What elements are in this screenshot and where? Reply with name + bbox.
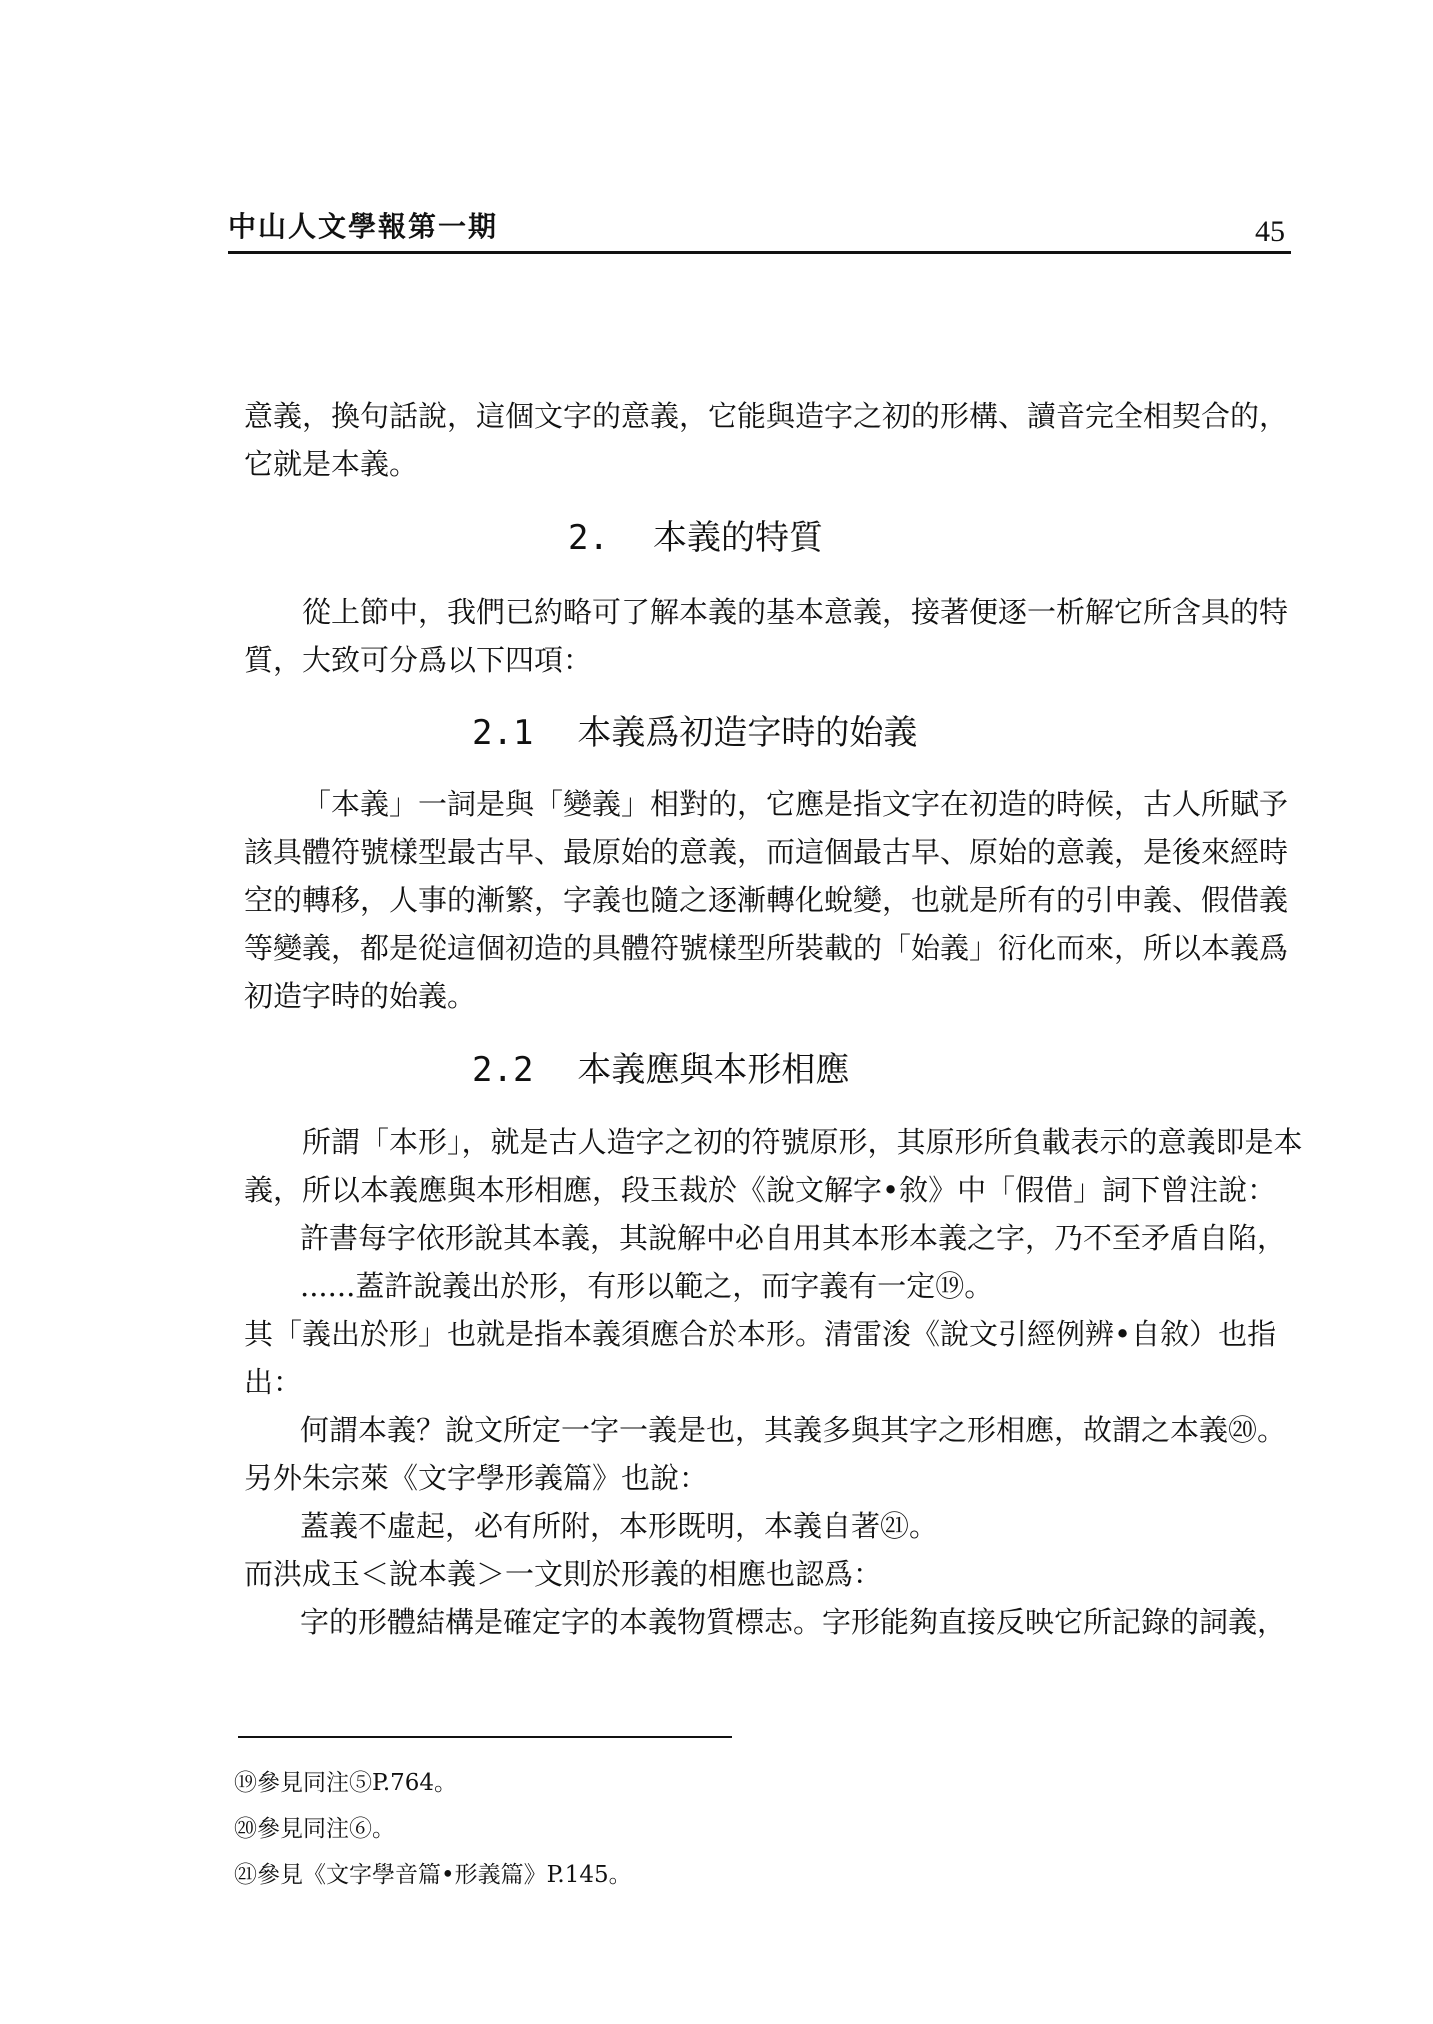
section-2-2-number: 2.2	[472, 1050, 534, 1090]
section-2-1-heading	[472, 705, 917, 754]
footnote-21: ㉑參見《文字學音篇•形義篇》P.145。	[234, 1862, 632, 1888]
quote-1-line-1: 許書每字依形說其本義，其說解中必自用其本形本義之字，乃不至矛盾自陷，	[300, 1221, 1287, 1255]
section-2-1-title: 本義爲初造字時的始義	[577, 713, 918, 753]
footnote-19: ⑲參見同注⑤P.764。	[234, 1770, 458, 1796]
paragraph-3: 其「義出於形」也就是指本義須應合於本形。清雷浚《說文引經例辨•自敘）也指出：	[244, 1317, 1277, 1399]
section-2-2-heading	[472, 1042, 849, 1091]
quote-2: 何謂本義？說文所定一字一義是也，其義多與其字之形相應，故謂之本義⑳。	[300, 1413, 1287, 1447]
section-2-heading	[568, 510, 823, 559]
footnotes	[234, 1760, 632, 1898]
section-2-2-text: 所謂「本形」，就是古人造字之初的符號原形，其原形所負載表示的意義即是本義，所以本義應與本形相應，段玉裁於《說文解字•敘》中「假借」詞下曾注說：	[244, 1125, 1303, 1207]
section-2-1-number: 2.1	[472, 713, 534, 753]
running-header	[228, 205, 1291, 254]
section-2-title: 本義的特質	[652, 518, 823, 558]
intro-text: 意義，換句話說，這個文字的意義，它能與造字之初的形構、讀音完全相契合的，它就是本義。	[244, 399, 1289, 481]
journal-title: 中山人文學報第一期	[228, 210, 499, 243]
paragraph-5: 而洪成玉＜說本義＞一文則於形義的相應也認爲：	[244, 1557, 883, 1591]
quote-3: 蓋義不虛起，必有所附，本形既明，本義自著㉑。	[300, 1509, 939, 1543]
section-2-1-paragraph	[244, 780, 1304, 1020]
section-2-text: 從上節中，我們已約略可了解本義的基本意義，接著便逐一析解它所含具的特質，大致可分爲以下四項：	[244, 595, 1289, 677]
intro-paragraph	[244, 392, 1304, 488]
quote-4: 字的形體結構是確定字的本義物質標志。字形能夠直接反映它所記錄的詞義，	[300, 1605, 1287, 1639]
page-number: 45	[1255, 215, 1285, 248]
section-2-paragraph	[244, 588, 1304, 684]
section-2-2-body	[244, 1118, 1304, 1646]
section-2-2-title: 本義應與本形相應	[577, 1050, 850, 1090]
section-2-1-text: 「本義」一詞是與「變義」相對的，它應是指文字在初造的時候，古人所賦予該具體符號樣型最古早、最原始的意義，而這個最古早、原始的意義，是後來經時空的轉移，人事的漸繁，字義也隨之逐漸轉化蛻變，也就是所有的引申義、假借義等變義，都是從這個初造的具體符號樣型所裝載的「始義」衍化而來，所以本義爲初造字時的始義。	[244, 787, 1289, 1013]
footnote-20: ⑳參見同注⑥。	[234, 1816, 395, 1842]
paragraph-4: 另外朱宗萊《文字學形義篇》也說：	[244, 1461, 709, 1495]
section-2-number: 2.	[568, 518, 609, 558]
quote-1-line-2: ......蓋許說義出於形，有形以範之，而字義有一定⑲。	[300, 1269, 994, 1303]
footnote-divider	[238, 1736, 732, 1738]
